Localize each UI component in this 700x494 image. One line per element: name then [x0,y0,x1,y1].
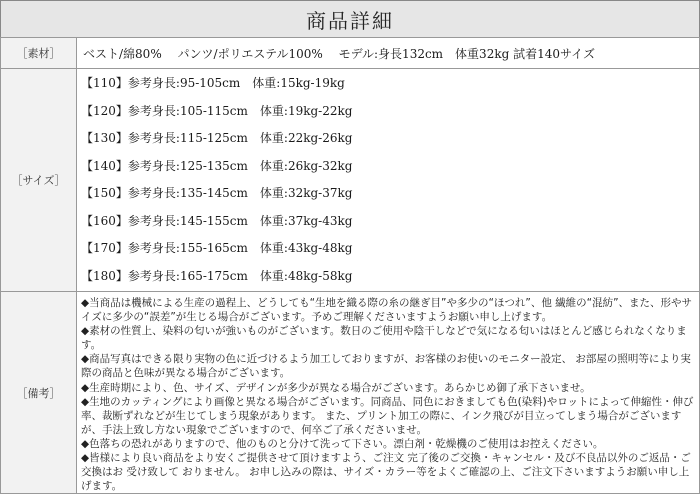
material-row [1,38,700,69]
notes-row [1,292,700,494]
notes-list [77,292,699,493]
detail-table [0,37,700,494]
material-value: ベスト/綿80% パンツ/ポリエステル100% モデル:身長132cm 体重32kg 試着140サイズ [77,38,700,69]
note-item: ◆当商品は機械による生産の過程上、どうしても“生地を織る際の糸の継ぎ目”や多少の“ほつれ”、他 繊維の“混紡”、また、形やサイズに多少の“誤差”が生じる場合がございます。予めご理解くださいますようお願い申し上げます。 [81,297,693,324]
note-item: ◆皆様により良い商品をより安くご提供させて頂けますよう、ご注文 完了後のご交換・キャンセル・及び不良品以外のご返品・ご交換はお 受け致して おりません。 お申し込みの際は、サイズ・カラー等をよくご確認の上、ご注文下さいますようお願い申し上げます。 [81,452,691,493]
size-item: 【160】参考身長:145-155cm 体重:37kg-43kg [81,213,353,228]
page-title: 商品詳細 [306,8,394,33]
notes-label: ［備考］ [1,292,77,494]
material-label: ［素材］ [1,38,77,69]
size-item: 【120】参考身長:105-115cm 体重:19kg-22kg [81,103,353,118]
note-item: ◆生地のカッティングにより画像と異なる場合がございます。同商品、同色におきましても色(染料)やロットによって伸縮性・伸び率、裁断ずれなどが生じてしまう現象があります。 また、プリント加工の際に、インク飛びが目立ってしまう場合がございますが、手法上致し方ない現象でございますので、何卒ご了承くださいませ。 [81,395,694,436]
size-item: 【130】参考身長:115-125cm 体重:22kg-26kg [81,131,353,145]
size-label: ［サイズ］ [1,69,77,292]
notes-cell [77,292,700,494]
size-list [77,69,700,292]
size-item: 【170】参考身長:155-165cm 体重:43kg-48kg [81,241,353,255]
note-item: ◆生産時期により、色、サイズ、デザインが多少が異なる場合がございます。あらかじめ御了承下さいませ。 [81,381,591,394]
note-item: ◆商品写真はできる限り実物の色に近づけるよう加工しておりますが、お客様のお使いのモニター設定、 お部屋の照明等により実際の商品と色味が異なる場合がございます。 [81,353,691,380]
size-row [1,69,700,292]
size-item: 【110】参考身長:95-105cm 体重:15kg-19kg [81,76,345,90]
note-item: ◆素材の性質上、染料の匂いが強いものがございます。数日のご使用や陰干しなどで気になる匂いはほとんど感じられなくなります。 [81,325,687,352]
note-item: ◆色落ちの恐れがありますので、他のものと分けて洗って下さい。漂白剤・乾燥機のご使用はお控えください。 [81,437,604,450]
title-bar [0,0,700,38]
size-item: 【150】参考身長:135-145cm 体重:32kg-37kg [81,186,353,200]
size-item: 【180】参考身長:165-175cm 体重:48kg-58kg [81,268,353,283]
size-item: 【140】参考身長:125-135cm 体重:26kg-32kg [81,158,353,173]
